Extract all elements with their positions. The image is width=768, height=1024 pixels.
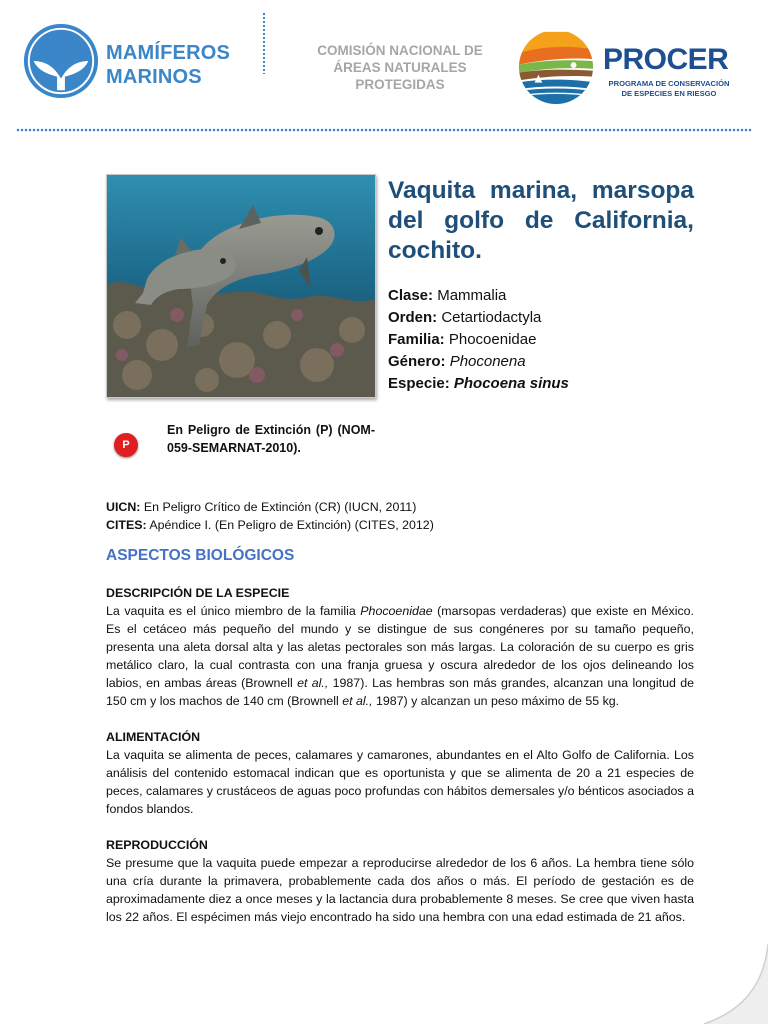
taxonomy-list	[388, 285, 688, 395]
conanp-line2: ÁREAS NATURALES	[333, 60, 467, 75]
document-body	[106, 498, 694, 926]
conanp-line3: PROTEGIDAS	[355, 77, 445, 92]
taxonomy-genero: Género: Phoconena	[388, 353, 526, 370]
vertical-divider	[262, 12, 266, 74]
taxonomy-clase: Clase: Mammalia	[388, 287, 507, 304]
conanp-title	[300, 42, 500, 93]
vaquita-photo	[106, 174, 376, 398]
taxonomy-especie: Especie: Phocoena sinus	[388, 375, 569, 392]
descripcion-heading: DESCRIPCIÓN DE LA ESPECIE	[106, 586, 290, 600]
whale-tail-logo-icon	[22, 22, 100, 100]
taxonomy-familia: Familia: Phocoenidae	[388, 331, 537, 348]
aspectos-biologicos-heading: ASPECTOS BIOLÓGICOS	[106, 547, 295, 564]
nom-status-text: En Peligro de Extinción (P) (NOM-059-SEMARNAT-2010).	[167, 423, 375, 455]
peligro-status-badge: P	[114, 433, 138, 457]
procer-logo-icon	[517, 28, 595, 106]
descripcion-text: La vaquita es el único miembro de la familia Phocoenidae (marsopas verdaderas) que existe en México. Es el cetáceo más pequeño del mundo y se distingue de sus congéneres por su tamaño pequeño, presenta una aleta dorsal alta y las aletas pectorales son más largas. La coloración de su cuerpo es gris metálico claro, la cual contrasta con una franja gruesa y oscura alrededor de los ojos delineando los labios, en ambas áreas (Brownell et al., 1987). Las hembras son más grandes, alcanzan una longitud de 150 cm y los machos de 140 cm (Brownell et al., 1987) y alcanzan un peso máximo de 55 kg.	[106, 604, 694, 708]
alimentacion-heading: ALIMENTACIÓN	[106, 730, 201, 744]
procer-title: PROCER	[603, 43, 729, 76]
conanp-line1: COMISIÓN NACIONAL DE	[317, 43, 483, 58]
uicn-line: UICN: En Peligro Crítico de Extinción (CR) (IUCN, 2011)	[106, 500, 417, 514]
reproduccion-heading: REPRODUCCIÓN	[106, 838, 208, 852]
mamiferos-marinos-title	[106, 41, 230, 89]
alimentacion-text: La vaquita se alimenta de peces, calamares y camarones, abundantes en el Alto Golfo de California. Los análisis del contenido estomacal indican que es oportunista y que se alimenta de 20 a 21 especies de peces, calamares y crustáceos de aguas poco profundas con hábitos demersales y/o bénticos asociados a fondos blandos.	[106, 748, 694, 816]
taxonomy-orden: Orden: Cetartiodactyla	[388, 309, 542, 326]
procer-sub-line1: PROGRAMA DE CONSERVACIÓN	[608, 79, 730, 88]
cites-line: CITES: Apéndice I. (En Peligro de Extinción) (CITES, 2012)	[106, 518, 434, 532]
vaquita-illustration	[107, 175, 375, 397]
species-title: Vaquita marina, marsopa del golfo de California, cochito.	[388, 177, 694, 264]
mm-title-line1: MAMÍFEROS	[106, 42, 231, 64]
procer-subtitle	[604, 79, 734, 99]
reproduccion-text: Se presume que la vaquita puede empezar a reproducirse alrededor de los 6 años. La hembra tiene sólo una cría durante la primavera, probablemente cada dos años o más. El período de gestación es de aproximadamente diez a once meses y la lactancia dura probablemente 8 meses. Se cree que viven hasta los 22 años. El espécimen más viejo encontrado ha sido una hembra con una edad estimada de 21 años.	[106, 856, 694, 924]
mm-title-line2: MARINOS	[106, 66, 202, 88]
horizontal-divider	[16, 128, 752, 132]
procer-sub-line2: DE ESPECIES EN RIESGO	[621, 89, 717, 98]
page-curl-decoration	[688, 944, 768, 1024]
